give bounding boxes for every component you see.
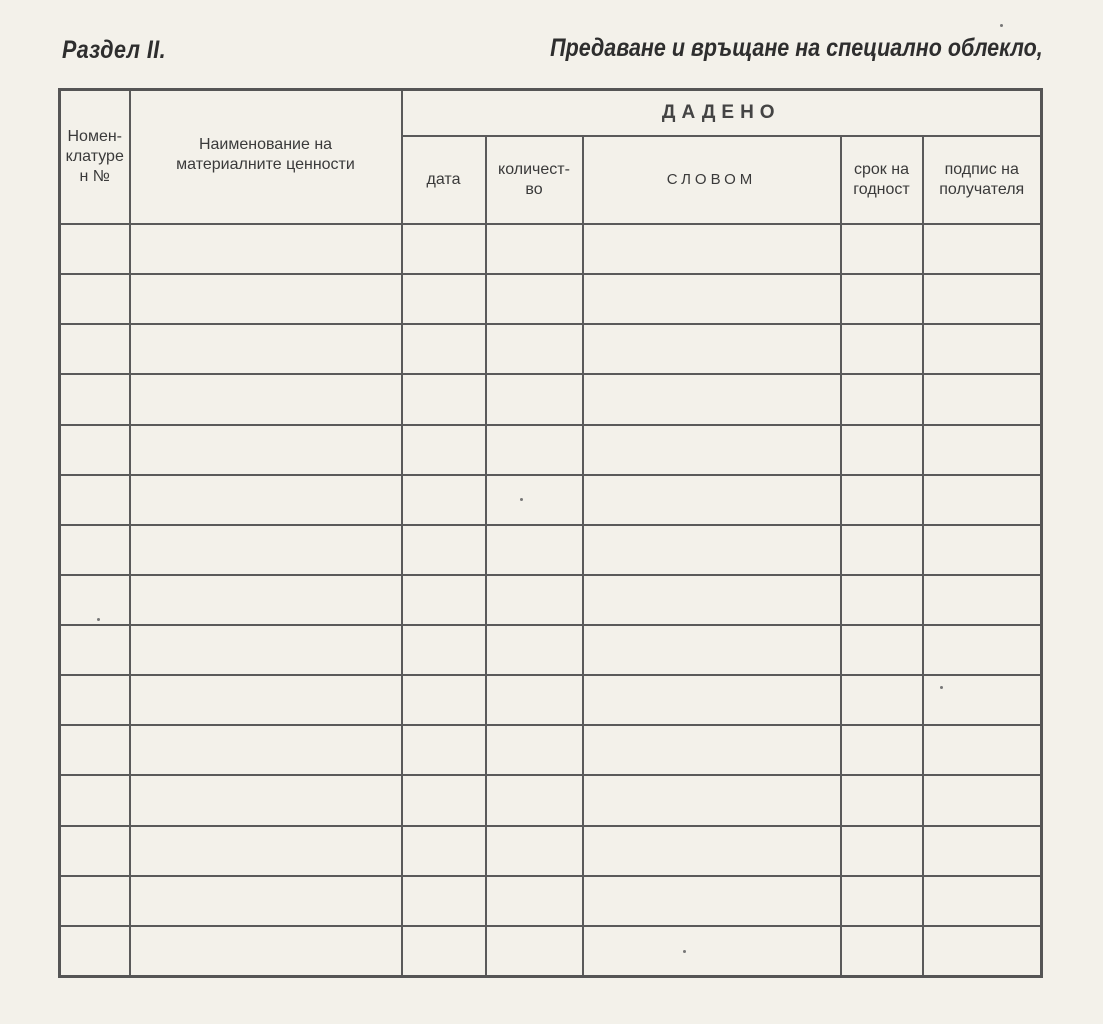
table-row — [60, 625, 1042, 675]
cell-quantity[interactable] — [486, 775, 583, 825]
cell-shelf-life[interactable] — [841, 575, 923, 625]
cell-quantity[interactable] — [486, 525, 583, 575]
cell-recipient-signature[interactable] — [923, 525, 1042, 575]
cell-shelf-life[interactable] — [841, 224, 923, 274]
table-row — [60, 926, 1042, 977]
table-row — [60, 224, 1042, 274]
cell-in-words[interactable] — [583, 775, 841, 825]
cell-date[interactable] — [402, 525, 486, 575]
cell-shelf-life[interactable] — [841, 425, 923, 475]
cell-date[interactable] — [402, 224, 486, 274]
section-label: Раздел II. — [62, 36, 167, 64]
cell-shelf-life[interactable] — [841, 525, 923, 575]
cell-item-name[interactable] — [130, 675, 402, 725]
cell-date[interactable] — [402, 374, 486, 424]
cell-nomenclature[interactable] — [60, 675, 130, 725]
cell-shelf-life[interactable] — [841, 324, 923, 374]
clothing-issue-table — [58, 88, 1043, 978]
cell-quantity[interactable] — [486, 224, 583, 274]
cell-in-words[interactable] — [583, 274, 841, 324]
table-row — [60, 374, 1042, 424]
cell-item-name[interactable] — [130, 575, 402, 625]
cell-date[interactable] — [402, 475, 486, 525]
cell-item-name[interactable] — [130, 525, 402, 575]
cell-item-name[interactable] — [130, 725, 402, 775]
header-quantity: количест-во — [486, 136, 583, 224]
paper-speck — [940, 686, 943, 689]
cell-in-words[interactable] — [583, 625, 841, 675]
table-row — [60, 324, 1042, 374]
cell-in-words[interactable] — [583, 224, 841, 274]
cell-recipient-signature[interactable] — [923, 575, 1042, 625]
cell-date[interactable] — [402, 625, 486, 675]
cell-in-words[interactable] — [583, 425, 841, 475]
cell-nomenclature[interactable] — [60, 324, 130, 374]
paper-speck — [683, 950, 686, 953]
header-item-name: Наименование на материалните ценности — [130, 90, 402, 225]
cell-quantity[interactable] — [486, 826, 583, 876]
cell-item-name[interactable] — [130, 826, 402, 876]
cell-nomenclature[interactable] — [60, 475, 130, 525]
cell-recipient-signature[interactable] — [923, 475, 1042, 525]
cell-nomenclature[interactable] — [60, 525, 130, 575]
cell-in-words[interactable] — [583, 525, 841, 575]
cell-recipient-signature[interactable] — [923, 274, 1042, 324]
cell-in-words[interactable] — [583, 575, 841, 625]
cell-item-name[interactable] — [130, 775, 402, 825]
table-row — [60, 675, 1042, 725]
header-given: ДАДЕНО — [402, 90, 1042, 137]
cell-item-name[interactable] — [130, 926, 402, 977]
cell-nomenclature[interactable] — [60, 876, 130, 926]
cell-quantity[interactable] — [486, 425, 583, 475]
header-date: дата — [402, 136, 486, 224]
cell-item-name[interactable] — [130, 324, 402, 374]
cell-recipient-signature[interactable] — [923, 826, 1042, 876]
cell-item-name[interactable] — [130, 374, 402, 424]
cell-quantity[interactable] — [486, 374, 583, 424]
cell-recipient-signature[interactable] — [923, 775, 1042, 825]
cell-in-words[interactable] — [583, 324, 841, 374]
cell-recipient-signature[interactable] — [923, 675, 1042, 725]
cell-date[interactable] — [402, 775, 486, 825]
cell-quantity[interactable] — [486, 274, 583, 324]
table-row — [60, 775, 1042, 825]
cell-quantity[interactable] — [486, 625, 583, 675]
table-row — [60, 575, 1042, 625]
cell-in-words[interactable] — [583, 876, 841, 926]
table-row — [60, 725, 1042, 775]
cell-quantity[interactable] — [486, 575, 583, 625]
cell-item-name[interactable] — [130, 876, 402, 926]
cell-quantity[interactable] — [486, 725, 583, 775]
cell-nomenclature[interactable] — [60, 374, 130, 424]
cell-quantity[interactable] — [486, 926, 583, 977]
page-title: Предаване и връщане на специално облекло, — [550, 34, 1043, 62]
cell-nomenclature[interactable] — [60, 826, 130, 876]
cell-shelf-life[interactable] — [841, 826, 923, 876]
header-in-words: СЛОВОМ — [583, 136, 841, 224]
cell-quantity[interactable] — [486, 324, 583, 374]
cell-shelf-life[interactable] — [841, 675, 923, 725]
cell-recipient-signature[interactable] — [923, 425, 1042, 475]
cell-shelf-life[interactable] — [841, 475, 923, 525]
table-body — [60, 224, 1042, 977]
cell-date[interactable] — [402, 926, 486, 977]
cell-nomenclature[interactable] — [60, 625, 130, 675]
cell-quantity[interactable] — [486, 876, 583, 926]
cell-recipient-signature[interactable] — [923, 926, 1042, 977]
cell-date[interactable] — [402, 826, 486, 876]
cell-in-words[interactable] — [583, 475, 841, 525]
cell-in-words[interactable] — [583, 675, 841, 725]
cell-item-name[interactable] — [130, 224, 402, 274]
header-recipient-signature: подпис на получателя — [923, 136, 1042, 224]
cell-nomenclature[interactable] — [60, 575, 130, 625]
cell-recipient-signature[interactable] — [923, 625, 1042, 675]
cell-quantity[interactable] — [486, 675, 583, 725]
cell-recipient-signature[interactable] — [923, 374, 1042, 424]
cell-nomenclature[interactable] — [60, 274, 130, 324]
cell-date[interactable] — [402, 274, 486, 324]
cell-nomenclature[interactable] — [60, 926, 130, 977]
cell-shelf-life[interactable] — [841, 926, 923, 977]
table-row — [60, 525, 1042, 575]
cell-nomenclature[interactable] — [60, 224, 130, 274]
cell-date[interactable] — [402, 725, 486, 775]
cell-recipient-signature[interactable] — [923, 224, 1042, 274]
cell-shelf-life[interactable] — [841, 374, 923, 424]
cell-item-name[interactable] — [130, 425, 402, 475]
cell-item-name[interactable] — [130, 274, 402, 324]
cell-recipient-signature[interactable] — [923, 324, 1042, 374]
paper-speck — [97, 618, 100, 621]
table-row — [60, 274, 1042, 324]
cell-shelf-life[interactable] — [841, 274, 923, 324]
table-row — [60, 876, 1042, 926]
paper-speck — [520, 498, 523, 501]
table-row — [60, 475, 1042, 525]
header-shelf-life: срок на годност — [841, 136, 923, 224]
cell-date[interactable] — [402, 425, 486, 475]
cell-in-words[interactable] — [583, 374, 841, 424]
cell-nomenclature[interactable] — [60, 775, 130, 825]
cell-date[interactable] — [402, 876, 486, 926]
table-row — [60, 826, 1042, 876]
cell-quantity[interactable] — [486, 475, 583, 525]
cell-shelf-life[interactable] — [841, 725, 923, 775]
cell-date[interactable] — [402, 575, 486, 625]
cell-shelf-life[interactable] — [841, 625, 923, 675]
cell-shelf-life[interactable] — [841, 876, 923, 926]
header-nomenclature: Номен-клатурен № — [60, 90, 130, 225]
cell-item-name[interactable] — [130, 475, 402, 525]
cell-nomenclature[interactable] — [60, 725, 130, 775]
paper-speck — [1000, 24, 1003, 27]
cell-in-words[interactable] — [583, 926, 841, 977]
cell-shelf-life[interactable] — [841, 775, 923, 825]
table-row — [60, 425, 1042, 475]
header-row-top — [60, 90, 1042, 137]
cell-item-name[interactable] — [130, 625, 402, 675]
cell-in-words[interactable] — [583, 826, 841, 876]
cell-date[interactable] — [402, 675, 486, 725]
cell-recipient-signature[interactable] — [923, 876, 1042, 926]
cell-in-words[interactable] — [583, 725, 841, 775]
cell-date[interactable] — [402, 324, 486, 374]
cell-nomenclature[interactable] — [60, 425, 130, 475]
cell-recipient-signature[interactable] — [923, 725, 1042, 775]
